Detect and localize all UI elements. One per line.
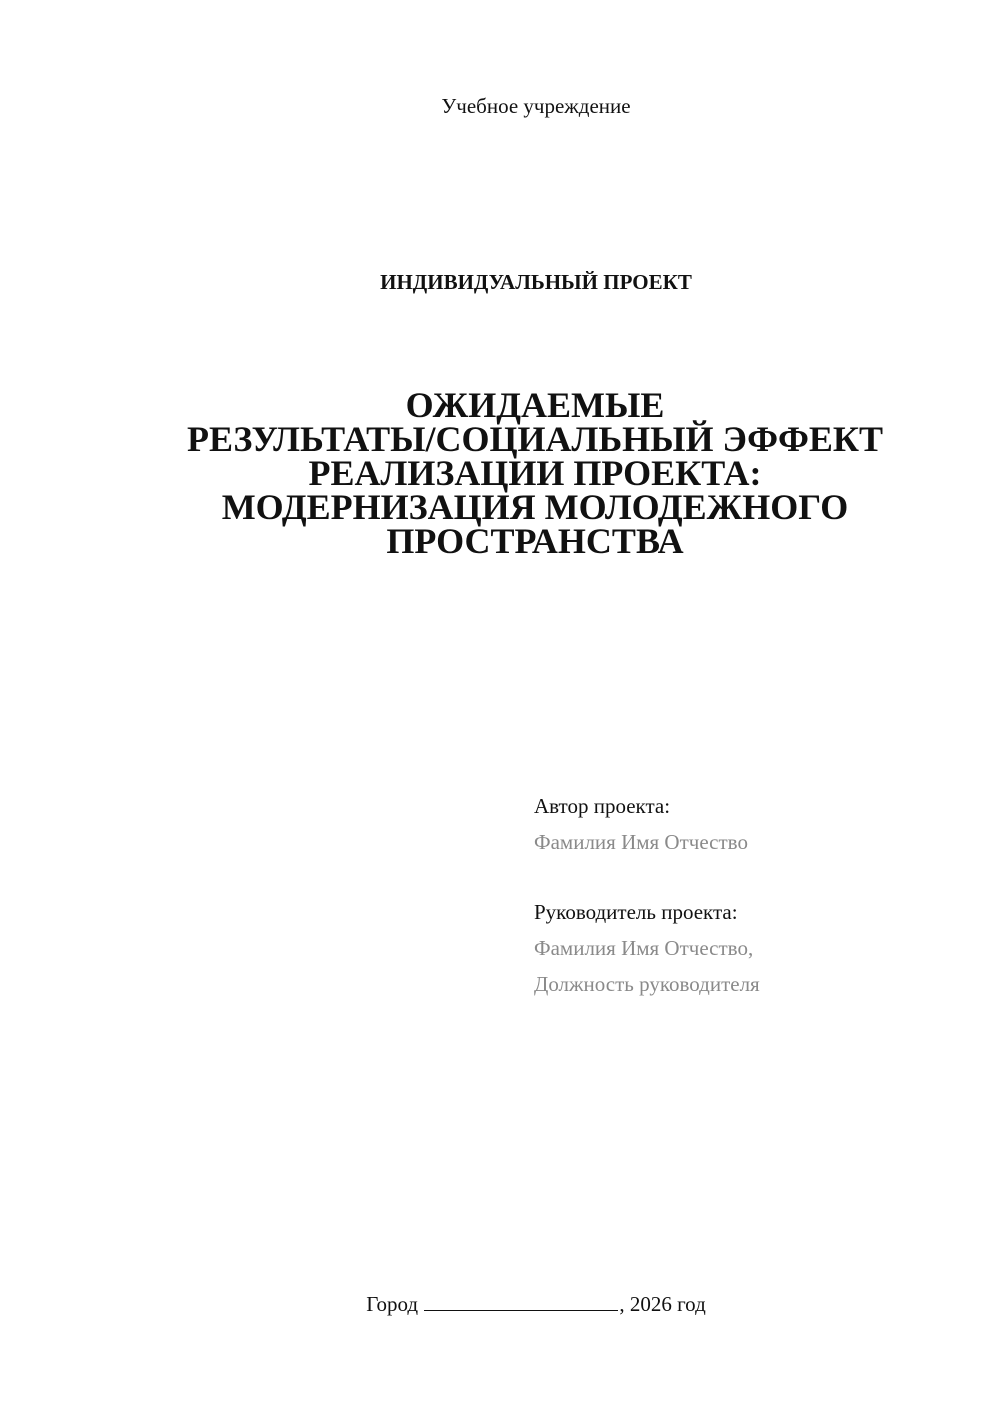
supervisor-name: Фамилия Имя Отчество, (534, 936, 754, 960)
city-blank-line (424, 1291, 618, 1311)
spacer (534, 860, 974, 894)
footer-city-year (0, 1290, 1000, 1318)
title-line: МОДЕРНИЗАЦИЯ МОЛОДЕЖНОГО (221, 487, 849, 527)
document-type: ИНДИВИДУАЛЬНЫЙ ПРОЕКТ (380, 270, 692, 294)
credits-block (534, 788, 974, 1002)
title-line: РЕЗУЛЬТАТЫ/СОЦИАЛЬНЫЙ ЭФФЕКТ (186, 419, 884, 459)
supervisor-position: Должность руководителя (534, 972, 760, 996)
author-label: Автор проекта: (534, 794, 671, 818)
institution-name: Учебное учреждение (441, 94, 631, 118)
title-line: ОЖИДАЕМЫЕ (405, 385, 665, 425)
project-title (120, 385, 950, 561)
title-line: РЕАЛИЗАЦИИ ПРОЕКТА: (308, 453, 762, 493)
author-name: Фамилия Имя Отчество (534, 830, 748, 854)
supervisor-label: Руководитель проекта: (534, 900, 738, 924)
title-line: ПРОСТРАНСТВА (386, 521, 684, 561)
year-text: , 2026 год (619, 1292, 706, 1316)
city-label: Город (366, 1292, 419, 1316)
